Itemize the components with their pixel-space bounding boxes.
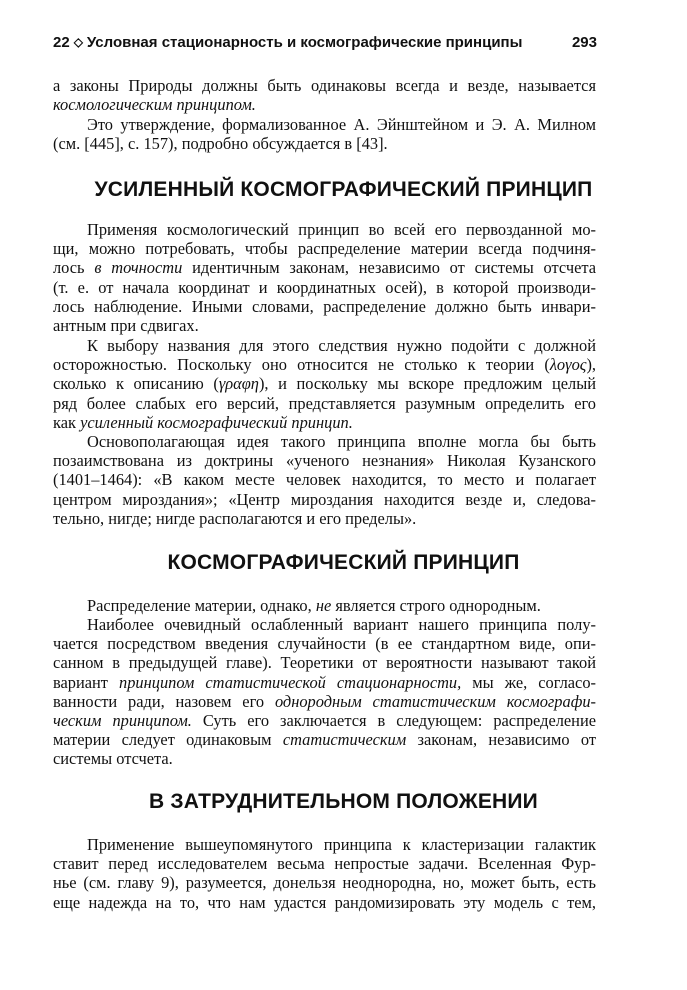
diamond-icon: ◇	[73, 35, 83, 49]
page-number: 293	[571, 34, 597, 51]
text-line: центром мироздания»; «Центр мироздания находится везде и, следова-	[53, 489, 596, 509]
text-line: лось наблюдение. Иными словами, распределение должно быть инвари-	[53, 296, 596, 316]
intro-paragraph-1	[53, 76, 596, 114]
text-line: ставит перед исследователем весьма непростые задачи. Вселенная Фур-	[53, 854, 596, 874]
italic-term: не	[315, 596, 332, 615]
chapter-title: Условная стационарность и космографические принципы	[86, 34, 523, 51]
italic-term: ческим принципом.	[53, 711, 192, 731]
text-line: нье (см. главу 9), разумеется, донельзя неоднородна, но, может быть, есть	[53, 873, 596, 893]
section3-paragraph-1	[53, 835, 596, 912]
greek-word: γραφη	[218, 374, 259, 394]
text-line: вариант принципом статистической стационарности, мы же, согласо-	[53, 672, 596, 692]
text-line: Наиболее очевидный ослабленный вариант нашего принципа полу-	[87, 615, 596, 634]
text-line: ванности ради, назовем его однородным статистическим космографи-	[53, 691, 596, 711]
header-chapter	[53, 34, 522, 51]
section-heading-difficult-position: В ЗАТРУДНИТЕЛЬНОМ ПОЛОЖЕНИИ	[149, 790, 538, 813]
section-heading-cosmographic-principle: КОСМОГРАФИЧЕСКИЙ ПРИНЦИП	[167, 551, 520, 574]
text-line: осторожностью. Поскольку оно относится не столько к теории (λογος),	[53, 355, 596, 375]
running-header	[53, 34, 597, 56]
text-line: Основополагающая идея такого принципа вполне могла бы быть	[87, 432, 596, 451]
text-line: К выбору названия для этого следствия нужно подойти с должной	[87, 336, 596, 355]
text-line: сколько к описанию (γραφη), и поскольку мы вскоре предложим целый	[53, 374, 597, 394]
italic-term: принципом статистической стационарности,	[119, 672, 462, 692]
section2-paragraph-2	[53, 615, 596, 769]
text-line: (т. е. от начала координат и координатных осей), в которой производи-	[53, 277, 596, 297]
text-line: системы отсчета.	[53, 749, 173, 769]
text-line: щи, можно потребовать, чтобы распределение материи всегда подчиня-	[53, 239, 596, 259]
greek-word: λογος	[549, 355, 587, 375]
text-line: Распределение материи, однако, не является строго однородным.	[87, 596, 541, 615]
text-line: тельно, нигде; нигде располагаются и его пределы».	[53, 508, 417, 528]
text-line: Применение вышеупомянутого принципа к кластеризации галактик	[87, 835, 596, 854]
italic-term: космологическим принципом.	[53, 95, 256, 115]
italic-term: однородным статистическим космографи-	[274, 691, 596, 711]
text-line: Применяя космологический принцип во всей его первозданной мо-	[87, 220, 596, 239]
text-line: антным при сдвигах.	[53, 316, 199, 336]
text-line: а законы Природы должны быть одинаковы всегда и везде, называется	[53, 76, 596, 95]
text-line: как усиленный космографический принцип.	[53, 412, 353, 432]
text-line: лось в точности идентичным законам, независимо от системы отсчета	[53, 258, 596, 278]
text-line: ряд более слабых его версий, представляется разумным определить его	[53, 393, 596, 413]
text-line: ческим принципом. Суть его заключается в следующем: распределение	[53, 711, 596, 731]
italic-term: в точности	[94, 258, 183, 278]
text-line: позаимствована из доктрины «ученого незнания» Николая Кузанского	[53, 451, 596, 471]
section2-paragraph-1	[53, 596, 596, 615]
italic-term: статистическим	[282, 730, 407, 750]
text-line: (1401–1464): «В каком месте человек находится, то место и полагает	[53, 470, 596, 490]
text-line: чается посредством введения случайности (в ее стандартном виде, опи-	[53, 634, 596, 654]
section1-paragraph-1	[53, 220, 596, 335]
text-line: еще надежда на то, что нам удастся рандомизировать эту модель с тем,	[53, 892, 596, 912]
text-line: Это утверждение, формализованное А. Эйнштейном и Э. А. Милном	[87, 115, 596, 134]
text-line: (см. [445], с. 157), подробно обсуждается в [43].	[53, 134, 388, 154]
text-line: санном в предыдущей главе). Теоретики от вероятности называют такой	[53, 653, 596, 673]
italic-term: усиленный космографический принцип.	[80, 412, 353, 432]
section1-paragraph-3	[53, 432, 596, 528]
chapter-number: 22	[53, 34, 70, 51]
section-heading-strong-principle: УСИЛЕННЫЙ КОСМОГРАФИЧЕСКИЙ ПРИНЦИП	[94, 178, 593, 201]
text-line: материи следует одинаковым статистическим законам, независимо от	[53, 730, 596, 750]
intro-paragraph-2	[53, 115, 596, 153]
section1-paragraph-2	[53, 336, 596, 432]
